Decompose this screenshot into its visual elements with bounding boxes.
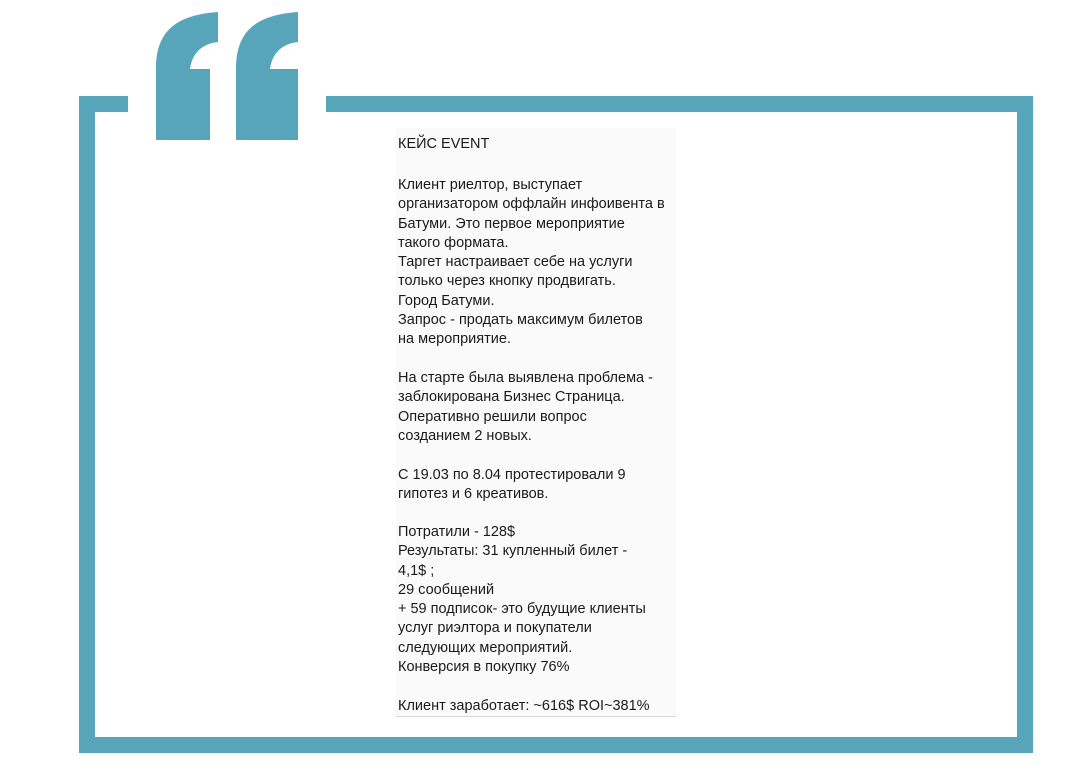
text-line: Конверсия в покупку 76% [398,659,570,676]
text-line: Батуми. Это первое мероприятие [398,215,625,232]
text-line: заблокирована Бизнес Страница. [398,389,625,406]
text-line: Оперативно решили вопрос [398,408,587,425]
paragraph-problem [398,369,678,446]
text-line: Клиент риелтор, выступает [398,177,583,193]
text-line: такого формата. [398,234,509,251]
text-line: следующих мероприятий. [398,639,573,656]
text-line: Результаты: 31 купленный билет - [398,543,628,560]
text-line: + 59 подписок- это будущие клиенты [398,601,646,618]
text-line: На старте была выявлена проблема - [398,370,653,386]
text-line: Город Батуми. [398,292,495,309]
text-line: Таргет настраивает себе на услуги [398,254,633,271]
text-line: Потратили - 128$ [398,524,516,540]
text-line: услуг риэлтора и покупатели [398,620,592,637]
text-line: на мероприятие. [398,331,511,348]
text-line: 4,1$ ; [398,562,435,579]
text-line: Клиент заработает: ~616$ ROI~381% [398,698,650,714]
text-line: С 19.03 по 8.04 протестировали 9 [398,467,626,483]
paragraph-roi [398,697,678,716]
text-line: организатором оффлайн инфоивента в [398,196,665,213]
paragraph-testing [398,466,678,505]
text-line: 29 сообщений [398,581,495,598]
case-note [396,128,676,717]
text-line: только через кнопку продвигать. [398,273,616,290]
text-line: Запрос - продать максимум билетов [398,312,643,329]
paragraph-results [398,523,678,677]
paragraph-intro [398,176,678,350]
text-line: гипотез и 6 креативов. [398,486,549,503]
note-title: КЕЙС EVENT [398,136,490,152]
quotation-mark-icon [150,0,310,152]
text-line: созданием 2 новых. [398,427,532,444]
